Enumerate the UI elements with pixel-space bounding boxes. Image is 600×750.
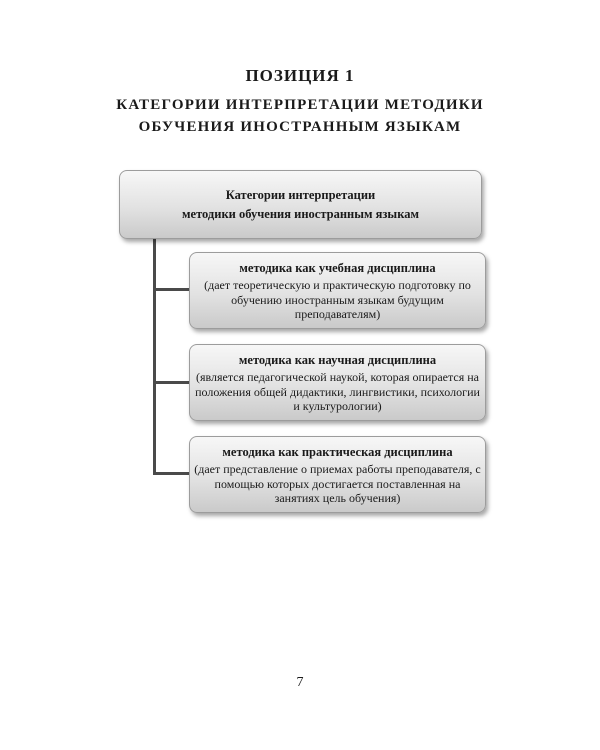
connector-trunk <box>153 239 156 474</box>
category-title: методика как научная дисциплина <box>238 353 437 367</box>
subtitle-line-2: ОБУЧЕНИЯ ИНОСТРАННЫМ ЯЗЫКАМ <box>138 119 462 135</box>
category-title: методика как учебная дисциплина <box>239 261 436 275</box>
root-category-box <box>119 170 482 239</box>
category-description: (дает теоретическую и практическую подготовку по обучению иностранным языкам будущим преподавателям) <box>204 278 471 321</box>
category-box-scientific <box>189 344 486 421</box>
category-box-educational <box>189 252 486 329</box>
connector-branch-1 <box>153 288 190 291</box>
root-line-1: Категории интерпретации <box>225 188 376 202</box>
subtitle-line-1: КАТЕГОРИИ ИНТЕРПРЕТАЦИИ МЕТОДИКИ <box>116 97 484 113</box>
category-description: (является педагогической наукой, которая опирается на положения общей дидактики, лингвистики, психологии и культурологии) <box>195 370 480 413</box>
connector-branch-3 <box>153 472 190 475</box>
page-number: 7 <box>296 675 304 690</box>
root-line-2: методики обучения иностранным языкам <box>182 207 419 221</box>
category-box-practical <box>189 436 486 513</box>
position-title: ПОЗИЦИЯ 1 <box>245 66 355 85</box>
category-title: методика как практическая дисциплина <box>222 445 453 459</box>
connector-branch-2 <box>153 381 190 384</box>
category-description: (дает представление о приемах работы преподавателя, с помощью которых достигается поставленная на занятиях цель обучения) <box>194 462 481 505</box>
section-subtitle <box>0 94 600 138</box>
